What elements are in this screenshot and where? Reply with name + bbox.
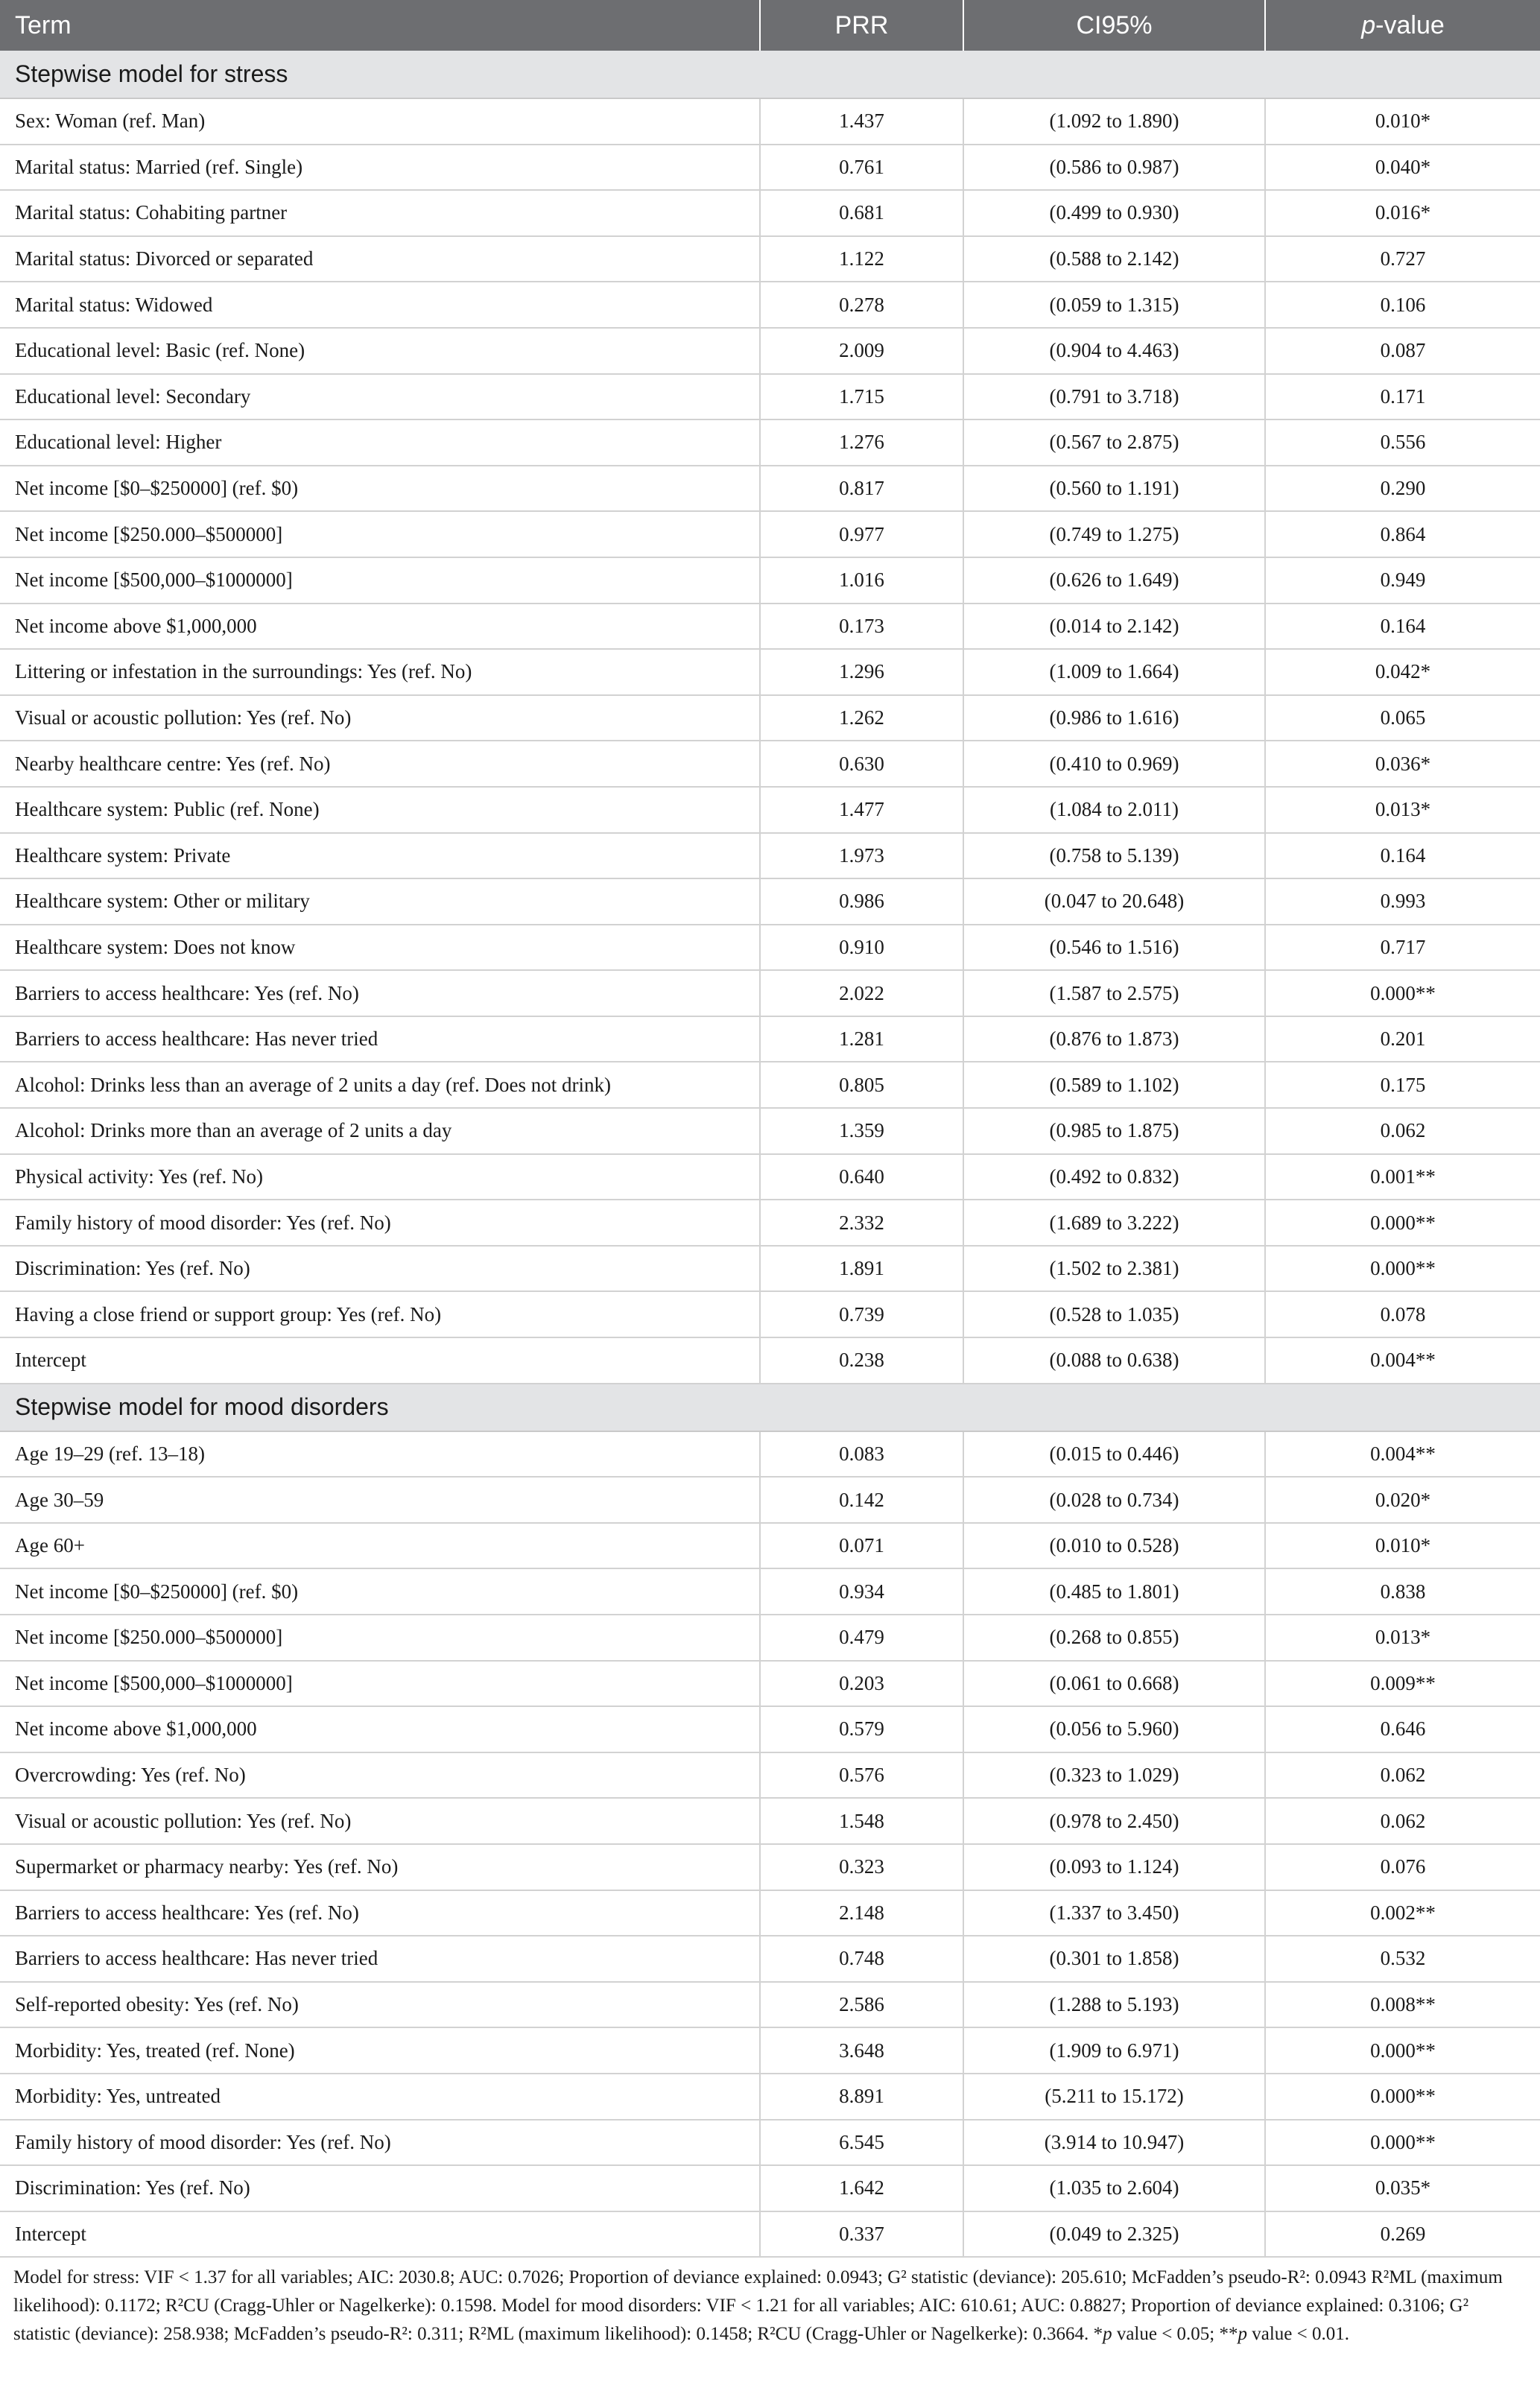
cell-p-value: 0.269 [1265, 2211, 1540, 2258]
cell-p-value: 0.013* [1265, 787, 1540, 833]
table-row [0, 2120, 1540, 2166]
cell-term: Alcohol: Drinks more than an average of 2 units a day [0, 1108, 760, 1154]
table-row [0, 787, 1540, 833]
cell-term: Healthcare system: Does not know [0, 925, 760, 971]
footnote-sig2-p: p [1238, 2324, 1247, 2345]
cell-ci: (0.268 to 0.855) [963, 1615, 1265, 1661]
footnote-sig1-rest: value < 0.05; ** [1112, 2324, 1238, 2345]
cell-prr: 1.359 [760, 1108, 963, 1154]
cell-ci: (0.876 to 1.873) [963, 1016, 1265, 1062]
table-row [0, 1615, 1540, 1661]
cell-prr: 0.805 [760, 1062, 963, 1108]
table-row [0, 1246, 1540, 1292]
cell-term: Healthcare system: Other or military [0, 878, 760, 925]
table-row [0, 925, 1540, 971]
cell-prr: 0.071 [760, 1523, 963, 1569]
cell-ci: (0.010 to 0.528) [963, 1523, 1265, 1569]
table-row [0, 1890, 1540, 1936]
cell-term: Educational level: Basic (ref. None) [0, 328, 760, 374]
table-row [0, 649, 1540, 695]
cell-prr: 0.278 [760, 282, 963, 328]
table-row [0, 1568, 1540, 1615]
cell-ci: (0.560 to 1.191) [963, 466, 1265, 512]
cell-term: Family history of mood disorder: Yes (ref. No) [0, 1200, 760, 1246]
cell-prr: 3.648 [760, 2027, 963, 2074]
cell-term: Age 60+ [0, 1523, 760, 1569]
cell-prr: 0.910 [760, 925, 963, 971]
cell-p-value: 0.010* [1265, 1523, 1540, 1569]
section-title: Stepwise model for mood disorders [0, 1384, 1540, 1431]
table-row [0, 1752, 1540, 1799]
cell-ci: (0.014 to 2.142) [963, 604, 1265, 650]
table-row [0, 1936, 1540, 1982]
cell-p-value: 0.000** [1265, 2120, 1540, 2166]
cell-ci: (0.586 to 0.987) [963, 145, 1265, 191]
cell-term: Morbidity: Yes, treated (ref. None) [0, 2027, 760, 2074]
cell-term: Net income [$0–$250000] (ref. $0) [0, 466, 760, 512]
cell-p-value: 0.016* [1265, 190, 1540, 236]
cell-term: Barriers to access healthcare: Yes (ref. No) [0, 970, 760, 1016]
footnote-sig2-rest: value < 0.01. [1247, 2324, 1349, 2345]
cell-prr: 8.891 [760, 2074, 963, 2120]
cell-p-value: 0.062 [1265, 1108, 1540, 1154]
cell-ci: (0.588 to 2.142) [963, 236, 1265, 282]
table-row [0, 695, 1540, 741]
header-ci: CI95% [963, 0, 1265, 51]
cell-prr: 0.986 [760, 878, 963, 925]
cell-term: Having a close friend or support group: Yes (ref. No) [0, 1291, 760, 1337]
cell-p-value: 0.556 [1265, 419, 1540, 466]
table-row [0, 190, 1540, 236]
cell-term: Nearby healthcare centre: Yes (ref. No) [0, 741, 760, 787]
cell-p-value: 0.036* [1265, 741, 1540, 787]
cell-p-value: 0.727 [1265, 236, 1540, 282]
cell-prr: 0.479 [760, 1615, 963, 1661]
cell-prr: 0.681 [760, 190, 963, 236]
cell-p-value: 0.010* [1265, 98, 1540, 145]
cell-prr: 0.337 [760, 2211, 963, 2258]
table-row [0, 1844, 1540, 1890]
cell-prr: 6.545 [760, 2120, 963, 2166]
cell-p-value: 0.164 [1265, 604, 1540, 650]
cell-prr: 0.977 [760, 511, 963, 557]
table-row [0, 466, 1540, 512]
cell-term: Age 30–59 [0, 1477, 760, 1523]
cell-p-value: 0.171 [1265, 374, 1540, 420]
header-p-rest: -value [1375, 10, 1445, 39]
cell-prr: 0.579 [760, 1706, 963, 1752]
cell-term: Net income above $1,000,000 [0, 604, 760, 650]
table-row [0, 98, 1540, 145]
cell-ci: (0.088 to 0.638) [963, 1337, 1265, 1384]
table-row [0, 1016, 1540, 1062]
cell-p-value: 0.000** [1265, 2074, 1540, 2120]
cell-p-value: 0.290 [1265, 466, 1540, 512]
cell-prr: 0.576 [760, 1752, 963, 1799]
cell-prr: 1.477 [760, 787, 963, 833]
cell-ci: (0.749 to 1.275) [963, 511, 1265, 557]
table-row [0, 419, 1540, 466]
cell-prr: 0.817 [760, 466, 963, 512]
cell-term: Net income [$500,000–$1000000] [0, 557, 760, 604]
cell-ci: (0.015 to 0.446) [963, 1431, 1265, 1478]
cell-ci: (3.914 to 10.947) [963, 2120, 1265, 2166]
cell-prr: 0.761 [760, 145, 963, 191]
cell-prr: 0.083 [760, 1431, 963, 1478]
cell-term: Barriers to access healthcare: Yes (ref. No) [0, 1890, 760, 1936]
cell-term: Net income above $1,000,000 [0, 1706, 760, 1752]
cell-p-value: 0.864 [1265, 511, 1540, 557]
cell-p-value: 0.087 [1265, 328, 1540, 374]
table-row [0, 741, 1540, 787]
cell-term: Age 19–29 (ref. 13–18) [0, 1431, 760, 1478]
cell-p-value: 0.002** [1265, 1890, 1540, 1936]
cell-p-value: 0.062 [1265, 1752, 1540, 1799]
cell-p-value: 0.106 [1265, 282, 1540, 328]
table-row [0, 1154, 1540, 1200]
table-row [0, 1200, 1540, 1246]
cell-ci: (1.689 to 3.222) [963, 1200, 1265, 1246]
cell-p-value: 0.035* [1265, 2165, 1540, 2211]
cell-ci: (0.492 to 0.832) [963, 1154, 1265, 1200]
section-title: Stepwise model for stress [0, 51, 1540, 98]
cell-ci: (1.035 to 2.604) [963, 2165, 1265, 2211]
cell-ci: (0.047 to 20.648) [963, 878, 1265, 925]
cell-p-value: 0.042* [1265, 649, 1540, 695]
table-footnote [0, 2258, 1540, 2349]
footnote-main: Model for stress: VIF < 1.37 for all variables; AIC: 2030.8; AUC: 0.7026; Proportion of deviance explained: 0.0943; G² statistic (deviance): 205.610; McFadden’s pseudo-R²: 0.0943 R²ML (maximum likelihood): 0.1172; R²CU (Cragg-Uhler or Nagelkerke): 0.1598. Model for mood disorders: VIF < 1.21 for all variables; AIC: 610.61; AUC: 0.8827; Proportion of deviance explained: 0.3106; G² statistic (deviance): 258.938; McFadden’s pseudo-R²: 0.311; R²ML (maximum likelihood): 0.1458; R²CU (Cragg-Uhler or Nagelkerke): 0.3664. [13, 2267, 1503, 2345]
cell-prr: 0.323 [760, 1844, 963, 1890]
cell-p-value: 0.004** [1265, 1337, 1540, 1384]
table-row [0, 1798, 1540, 1844]
cell-ci: (0.567 to 2.875) [963, 419, 1265, 466]
section-header-row [0, 1384, 1540, 1431]
cell-p-value: 0.532 [1265, 1936, 1540, 1982]
cell-term: Alcohol: Drinks less than an average of 2 units a day (ref. Does not drink) [0, 1062, 760, 1108]
cell-ci: (0.093 to 1.124) [963, 1844, 1265, 1890]
table-row [0, 1337, 1540, 1384]
cell-p-value: 0.008** [1265, 1982, 1540, 2028]
cell-p-value: 0.993 [1265, 878, 1540, 925]
cell-prr: 0.640 [760, 1154, 963, 1200]
header-term: Term [0, 0, 760, 51]
cell-term: Supermarket or pharmacy nearby: Yes (ref. No) [0, 1844, 760, 1890]
cell-prr: 1.642 [760, 2165, 963, 2211]
table-row [0, 2027, 1540, 2074]
cell-p-value: 0.646 [1265, 1706, 1540, 1752]
table-header [0, 0, 1540, 51]
cell-p-value: 0.838 [1265, 1568, 1540, 1615]
cell-ci: (0.758 to 5.139) [963, 833, 1265, 879]
table-row [0, 557, 1540, 604]
cell-prr: 1.016 [760, 557, 963, 604]
cell-p-value: 0.062 [1265, 1798, 1540, 1844]
table-row [0, 1477, 1540, 1523]
cell-p-value: 0.201 [1265, 1016, 1540, 1062]
cell-p-value: 0.013* [1265, 1615, 1540, 1661]
cell-p-value: 0.009** [1265, 1661, 1540, 1707]
cell-prr: 1.296 [760, 649, 963, 695]
table-row [0, 1706, 1540, 1752]
table-row [0, 1982, 1540, 2028]
cell-ci: (0.056 to 5.960) [963, 1706, 1265, 1752]
table-row [0, 282, 1540, 328]
cell-term: Visual or acoustic pollution: Yes (ref. No) [0, 695, 760, 741]
cell-ci: (0.028 to 0.734) [963, 1477, 1265, 1523]
cell-term: Marital status: Cohabiting partner [0, 190, 760, 236]
cell-p-value: 0.717 [1265, 925, 1540, 971]
cell-term: Barriers to access healthcare: Has never tried [0, 1936, 760, 1982]
cell-term: Sex: Woman (ref. Man) [0, 98, 760, 145]
cell-p-value: 0.164 [1265, 833, 1540, 879]
table-row [0, 2165, 1540, 2211]
cell-prr: 0.739 [760, 1291, 963, 1337]
cell-prr: 0.630 [760, 741, 963, 787]
cell-prr: 1.437 [760, 98, 963, 145]
cell-p-value: 0.000** [1265, 1246, 1540, 1292]
cell-term: Barriers to access healthcare: Has never tried [0, 1016, 760, 1062]
cell-ci: (0.985 to 1.875) [963, 1108, 1265, 1154]
cell-term: Healthcare system: Private [0, 833, 760, 879]
cell-term: Net income [$500,000–$1000000] [0, 1661, 760, 1707]
section-header-row [0, 51, 1540, 98]
cell-term: Discrimination: Yes (ref. No) [0, 1246, 760, 1292]
cell-ci: (5.211 to 15.172) [963, 2074, 1265, 2120]
cell-term: Intercept [0, 2211, 760, 2258]
cell-ci: (0.626 to 1.649) [963, 557, 1265, 604]
cell-p-value: 0.949 [1265, 557, 1540, 604]
cell-ci: (0.528 to 1.035) [963, 1291, 1265, 1337]
table-row [0, 2211, 1540, 2258]
cell-p-value: 0.000** [1265, 970, 1540, 1016]
cell-prr: 2.148 [760, 1890, 963, 1936]
cell-ci: (0.323 to 1.029) [963, 1752, 1265, 1799]
cell-ci: (1.587 to 2.575) [963, 970, 1265, 1016]
cell-p-value: 0.000** [1265, 1200, 1540, 1246]
cell-term: Overcrowding: Yes (ref. No) [0, 1752, 760, 1799]
cell-ci: (0.301 to 1.858) [963, 1936, 1265, 1982]
cell-prr: 1.262 [760, 695, 963, 741]
header-p-value [1265, 0, 1540, 51]
table-row [0, 145, 1540, 191]
cell-p-value: 0.076 [1265, 1844, 1540, 1890]
table-row [0, 604, 1540, 650]
cell-ci: (0.904 to 4.463) [963, 328, 1265, 374]
cell-p-value: 0.000** [1265, 2027, 1540, 2074]
cell-prr: 1.548 [760, 1798, 963, 1844]
table-row [0, 1523, 1540, 1569]
cell-term: Marital status: Married (ref. Single) [0, 145, 760, 191]
cell-term: Physical activity: Yes (ref. No) [0, 1154, 760, 1200]
table-row [0, 2074, 1540, 2120]
table-row [0, 833, 1540, 879]
cell-ci: (0.485 to 1.801) [963, 1568, 1265, 1615]
cell-p-value: 0.001** [1265, 1154, 1540, 1200]
table-body [0, 51, 1540, 2257]
cell-prr: 0.238 [760, 1337, 963, 1384]
cell-term: Intercept [0, 1337, 760, 1384]
header-p-italic: p [1361, 10, 1376, 39]
cell-prr: 1.276 [760, 419, 963, 466]
table-row [0, 1062, 1540, 1108]
cell-term: Littering or infestation in the surroundings: Yes (ref. No) [0, 649, 760, 695]
cell-term: Discrimination: Yes (ref. No) [0, 2165, 760, 2211]
cell-ci: (1.909 to 6.971) [963, 2027, 1265, 2074]
cell-p-value: 0.078 [1265, 1291, 1540, 1337]
header-prr: PRR [760, 0, 963, 51]
cell-ci: (1.084 to 2.011) [963, 787, 1265, 833]
cell-ci: (1.288 to 5.193) [963, 1982, 1265, 2028]
cell-term: Educational level: Secondary [0, 374, 760, 420]
table-row [0, 1431, 1540, 1478]
footnote-sig1-prefix: * [1093, 2324, 1103, 2345]
table-row [0, 511, 1540, 557]
cell-ci: (0.791 to 3.718) [963, 374, 1265, 420]
cell-ci: (1.337 to 3.450) [963, 1890, 1265, 1936]
footnote-sig1-p: p [1103, 2324, 1112, 2345]
table-row [0, 1661, 1540, 1707]
cell-ci: (0.499 to 0.930) [963, 190, 1265, 236]
table-row [0, 1291, 1540, 1337]
table-row [0, 328, 1540, 374]
cell-ci: (0.410 to 0.969) [963, 741, 1265, 787]
cell-prr: 0.934 [760, 1568, 963, 1615]
cell-term: Morbidity: Yes, untreated [0, 2074, 760, 2120]
table-row [0, 236, 1540, 282]
cell-term: Marital status: Divorced or separated [0, 236, 760, 282]
cell-prr: 1.891 [760, 1246, 963, 1292]
cell-prr: 0.203 [760, 1661, 963, 1707]
cell-prr: 2.332 [760, 1200, 963, 1246]
cell-ci: (1.009 to 1.664) [963, 649, 1265, 695]
cell-term: Self-reported obesity: Yes (ref. No) [0, 1982, 760, 2028]
cell-prr: 2.022 [760, 970, 963, 1016]
cell-p-value: 0.175 [1265, 1062, 1540, 1108]
cell-term: Net income [$250.000–$500000] [0, 511, 760, 557]
cell-term: Family history of mood disorder: Yes (ref. No) [0, 2120, 760, 2166]
cell-term: Net income [$250.000–$500000] [0, 1615, 760, 1661]
cell-term: Net income [$0–$250000] (ref. $0) [0, 1568, 760, 1615]
table-row [0, 1108, 1540, 1154]
cell-term: Healthcare system: Public (ref. None) [0, 787, 760, 833]
cell-ci: (0.986 to 1.616) [963, 695, 1265, 741]
cell-prr: 1.715 [760, 374, 963, 420]
table-row [0, 970, 1540, 1016]
cell-p-value: 0.020* [1265, 1477, 1540, 1523]
cell-prr: 0.142 [760, 1477, 963, 1523]
cell-prr: 1.122 [760, 236, 963, 282]
cell-prr: 1.973 [760, 833, 963, 879]
cell-ci: (1.502 to 2.381) [963, 1246, 1265, 1292]
cell-prr: 1.281 [760, 1016, 963, 1062]
cell-ci: (0.546 to 1.516) [963, 925, 1265, 971]
cell-prr: 0.748 [760, 1936, 963, 1982]
cell-prr: 2.586 [760, 1982, 963, 2028]
cell-prr: 0.173 [760, 604, 963, 650]
cell-term: Marital status: Widowed [0, 282, 760, 328]
cell-prr: 2.009 [760, 328, 963, 374]
cell-ci: (0.589 to 1.102) [963, 1062, 1265, 1108]
cell-ci: (0.061 to 0.668) [963, 1661, 1265, 1707]
cell-ci: (0.049 to 2.325) [963, 2211, 1265, 2258]
cell-ci: (0.059 to 1.315) [963, 282, 1265, 328]
cell-p-value: 0.004** [1265, 1431, 1540, 1478]
cell-term: Visual or acoustic pollution: Yes (ref. No) [0, 1798, 760, 1844]
cell-ci: (1.092 to 1.890) [963, 98, 1265, 145]
cell-term: Educational level: Higher [0, 419, 760, 466]
cell-p-value: 0.040* [1265, 145, 1540, 191]
table-row [0, 374, 1540, 420]
cell-ci: (0.978 to 2.450) [963, 1798, 1265, 1844]
cell-p-value: 0.065 [1265, 695, 1540, 741]
table-row [0, 878, 1540, 925]
